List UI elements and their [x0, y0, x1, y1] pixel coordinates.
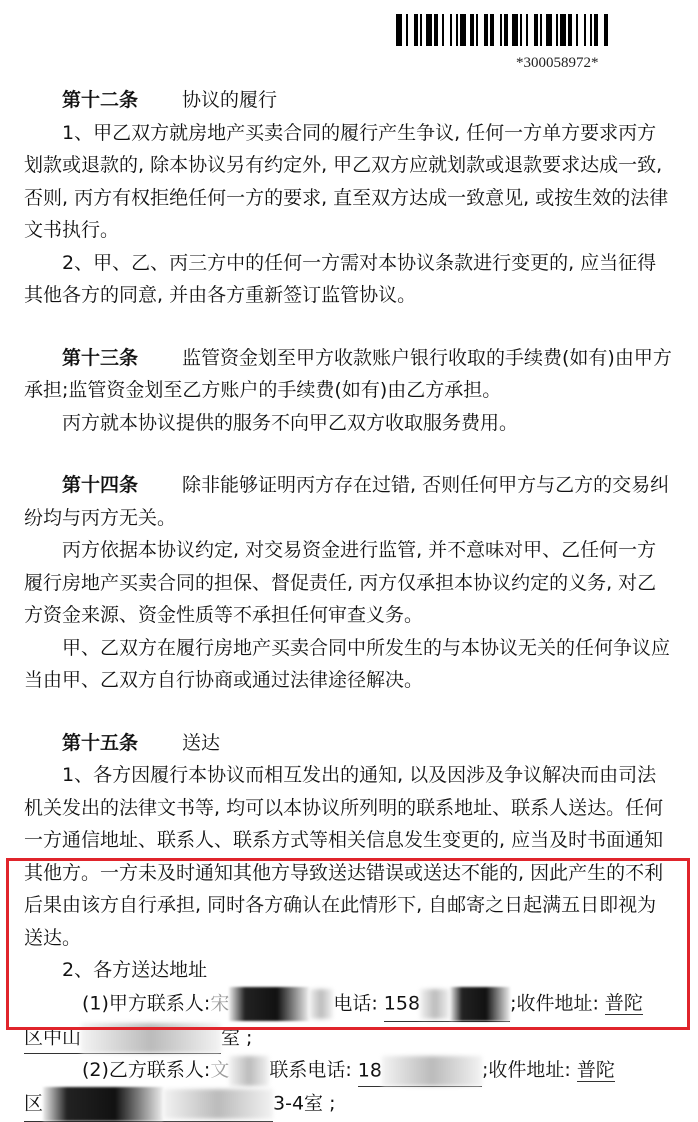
contact-party-b: (2)乙方联系人:文 联系电话: 18 ;收件地址: 普陀 [24, 1054, 674, 1087]
article-14-paragraph-1: 丙方依据本协议约定, 对交易资金进行监管, 并不意味对甲、乙任何一方履行房地产买卖合同的担保、督促责任, 丙方仅承担本协议约定的义务, 对乙方资金来源、资金性质等不承担任何审查义务。 [24, 539, 657, 626]
contact-party-a-address: 区中山 室 ; [24, 1022, 674, 1055]
article-12-paragraph-1: 1、甲乙双方就房地产买卖合同的履行产生争议, 任何一方单方要求丙方划款或退款的, 除本协议另有约定外, 甲乙双方应就划款或退款要求达成一致, 否则, 丙方有权拒绝任何一方的要求, 直至双方达成一致意见, 或按生效的法律文书执行。 [24, 121, 669, 241]
contact-party-b-address: 区 3-4室 ; [24, 1087, 674, 1122]
barcode-number: *300058972* [516, 55, 599, 71]
document-body [24, 84, 674, 1122]
article-12-heading: 第十二条 协议的履行 [62, 89, 278, 111]
article-15-paragraph-1: 1、各方因履行本协议而相互发出的通知, 以及因涉及争议解决而由司法机关发出的法律文书等, 均可以本协议所列明的联系地址、联系人送达。任何一方通信地址、联系人、联系方式等相关信息发生变更的, 应当及时书面通知其他方。一方未及时通知其他方导致送达错误或送达不能的, 因此产生的不利后果由该方自行承担, 同时各方确认在此情形下, 自邮寄之日起满五日即视为送达。 [24, 764, 664, 949]
barcode-bar [608, 14, 610, 46]
article-14-heading: 第十四条 除非能够证明丙方存在过错, 否则任何甲方与乙方的交易纠纷均与丙方无关。 [24, 474, 670, 529]
article-13-paragraph-1: 丙方就本协议提供的服务不向甲乙双方收取服务费用。 [62, 411, 519, 434]
article-13-heading: 第十三条 监管资金划至甲方收款账户银行收取的手续费(如有)由甲方承担;监管资金划至乙方账户的手续费(如有)由乙方承担。 [24, 346, 672, 401]
article-14-paragraph-2: 甲、乙双方在履行房地产买卖合同中所发生的与本协议无关的任何争议应当由甲、乙双方自行协商或通过法律途径解决。 [24, 636, 671, 691]
barcode [396, 14, 694, 46]
article-15-heading: 第十五条 送达 [62, 731, 221, 754]
article-15-paragraph-2: 2、各方送达地址 [62, 959, 208, 981]
contact-party-a: (1)甲方联系人:宋 电话: 158 ;收件地址: 普陀 [24, 987, 674, 1022]
article-12-paragraph-2: 2、甲、乙、丙三方中的任何一方需对本协议条款进行变更的, 应当征得其他各方的同意, 并由各方重新签订监管协议。 [24, 251, 657, 306]
